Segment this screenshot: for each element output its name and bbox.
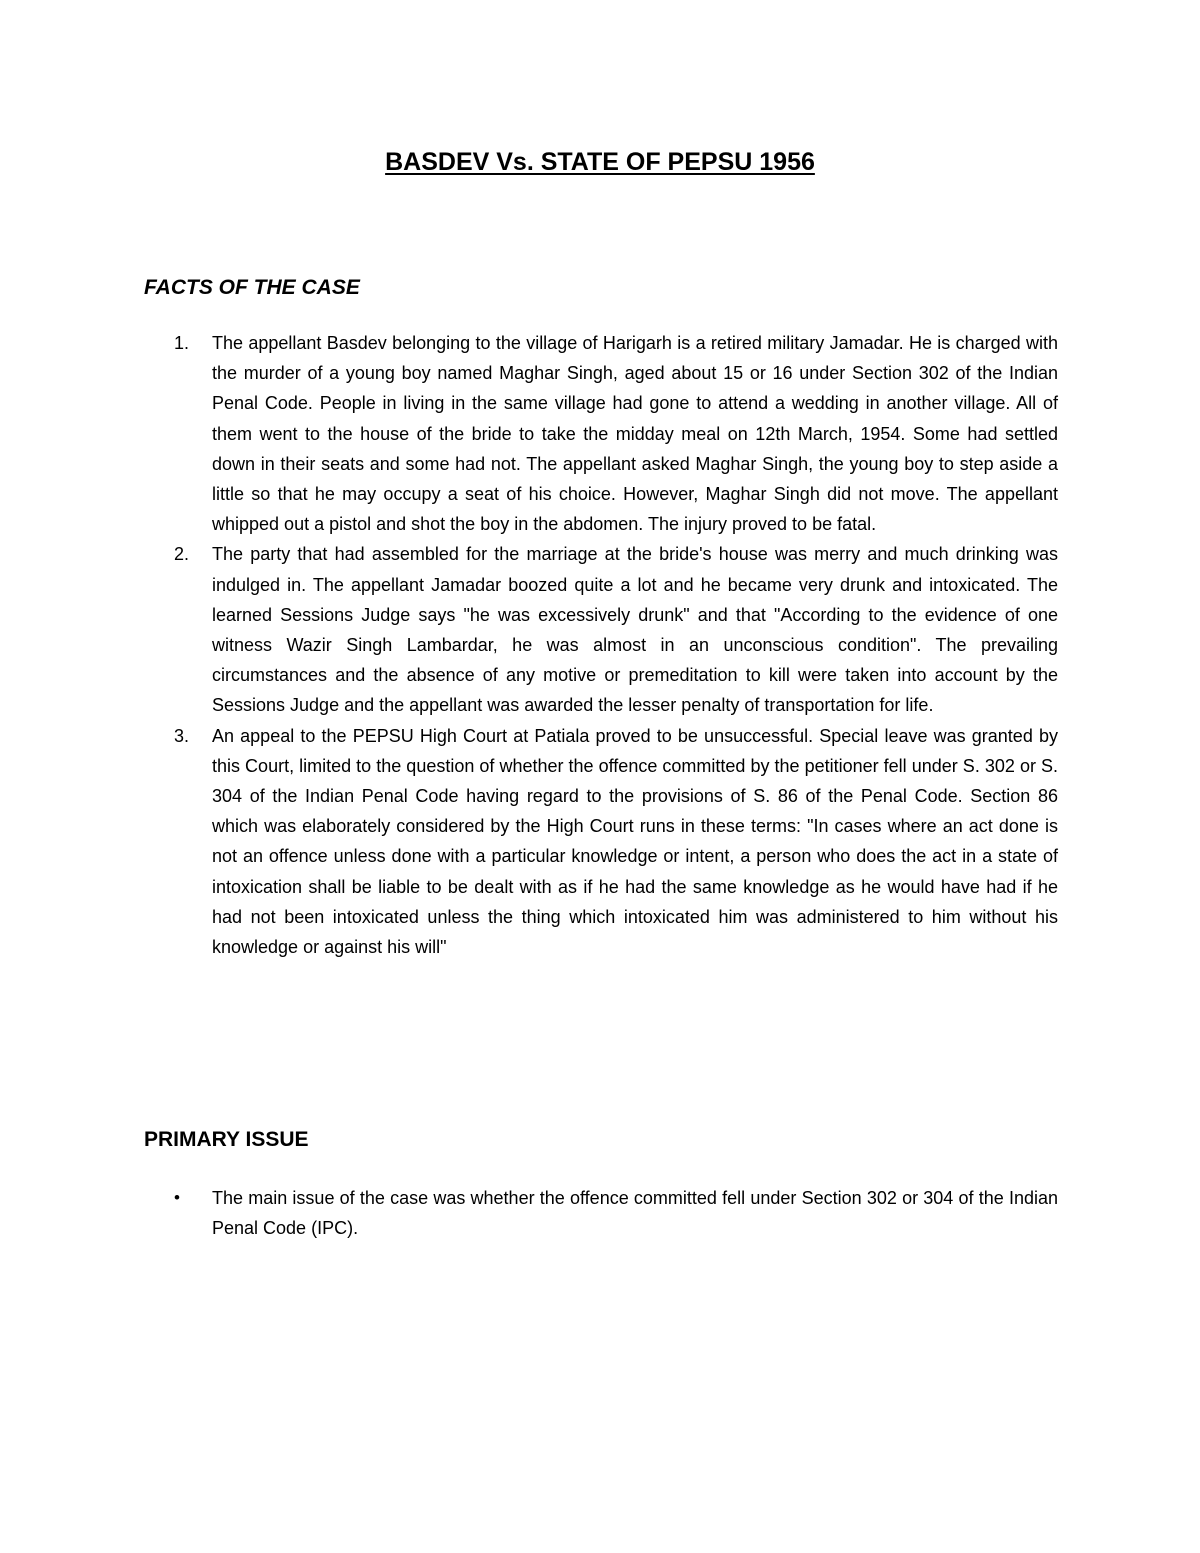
list-item-text: An appeal to the PEPSU High Court at Patiala proved to be unsuccessful. Special leave was granted by this Court, limited to the question of whether the offence committed by the petitioner fell under S. 302 or S. 304 of the Indian Penal Code having regard to the provisions of S. 86 of the Penal Code. Section 86 which was elaborately considered by the High Court runs in these terms: "In cases where an act done is not an offence unless done with a particular knowledge or intent, a person who does the act in a state of intoxication shall be liable to be dealt with as if he had the same knowledge as he would have had if he had not been intoxicated unless the thing which intoxicated him was administered to him without his knowledge or against his will" (212, 725, 1058, 958)
primary-issue-list-item (144, 1183, 1058, 1243)
list-number: 3. (174, 725, 190, 746)
list-number: 2. (174, 544, 190, 565)
primary-issue-list (144, 1183, 1058, 1243)
facts-list-item (144, 539, 1058, 720)
list-item-text: The main issue of the case was whether the offence committed fell under Section 302 or 304 of the Indian Penal Code (IPC). (212, 1188, 1058, 1239)
facts-list-item (144, 328, 1058, 539)
list-item-text: The appellant Basdev belonging to the village of Harigarh is a retired military Jamadar. He is charged with the murder of a young boy named Maghar Singh, aged about 15 or 16 under Section 302 of the Indian Penal Code. People in living in the same village had gone to attend a wedding in another village. All of them went to the house of the bride to take the midday meal on 12th March, 1954. Some had settled down in their seats and some had not. The appellant asked Maghar Singh, the young boy to step aside a little so that he may occupy a seat of his choice. However, Maghar Singh did not move. The appellant whipped out a pistol and shot the boy in the abdomen. The injury proved to be fatal. (212, 333, 1058, 535)
facts-list (144, 328, 1058, 962)
facts-heading: FACTS OF THE CASE (144, 276, 360, 299)
facts-list-item (144, 721, 1058, 963)
list-number: 1. (174, 333, 190, 353)
list-item-text: The party that had assembled for the marriage at the bride's house was merry and much drinking was indulged in. The appellant Jamadar boozed quite a lot and he became very drunk and intoxicated. The learned Sessions Judge says "he was excessively drunk" and that "According to the evidence of one witness Wazir Singh Lambardar, he was almost in an unconscious condition". The prevailing circumstances and the absence of any motive or premeditation to kill were taken into account by the Sessions Judge and the appellant was awarded the lesser penalty of transportation for life. (212, 544, 1058, 716)
primary-issue-heading: PRIMARY ISSUE (144, 1128, 309, 1151)
document-title: BASDEV Vs. STATE OF PEPSU 1956 (385, 148, 815, 176)
bullet-icon: • (174, 1188, 180, 1207)
